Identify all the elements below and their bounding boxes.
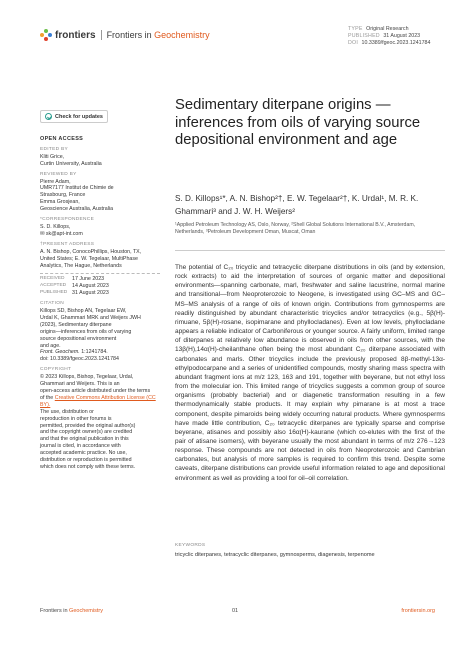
author-list: S. D. Killops¹*, A. N. Bishop²†, E. W. Tegelaar²†, K. Urdal¹, M. R. K. Ghammari³ and J. W. H. Weijers² bbox=[175, 194, 419, 216]
keywords-label: KEYWORDS bbox=[175, 543, 206, 548]
citation: Killops SD, Bishop AN, Tegelaar EW, Urdal K, Ghammari MRK and Weijers JWH (2023), Sedimentary diterpane origins—inferences from oils of varying source depositional environment and age. Front. Geochem. 1:1241784. doi: 10.3389/fgeoc.2023.1241784 bbox=[40, 308, 141, 363]
present-address-label: †PRESENT ADDRESS bbox=[40, 241, 95, 247]
brand-name: frontiers bbox=[55, 29, 96, 41]
edited-by-label: EDITED BY bbox=[40, 146, 69, 152]
copyright-label: COPYRIGHT bbox=[40, 367, 72, 373]
published-date: 31 August 2023 bbox=[383, 33, 421, 40]
email-link[interactable]: ✉ sk@apt-int.com bbox=[40, 230, 83, 237]
citation-label: CITATION bbox=[40, 301, 65, 307]
journal-title: Frontiers in Geochemistry bbox=[106, 30, 210, 40]
frontiers-logo[interactable] bbox=[40, 29, 210, 41]
reviewed-by-label: REVIEWED BY bbox=[40, 171, 77, 177]
title-divider bbox=[175, 250, 445, 251]
license-link[interactable]: Creative Commons Attribution License (CC BY). bbox=[40, 394, 156, 408]
correspondence: S. D. Killops, ✉ sk@apt-int.com bbox=[40, 224, 160, 238]
frontiers-logo-icon bbox=[40, 29, 52, 41]
check-icon bbox=[45, 113, 52, 120]
present-address: A. N. Bishop, ConocoPhillips, Houston, TX, United States; E. W. Tegelaar, MultiPhase Analytics, The Hague, Netherlands bbox=[40, 248, 142, 269]
check-for-updates-button[interactable]: Check for updates bbox=[40, 110, 108, 123]
divider bbox=[40, 273, 160, 274]
article-meta: TYPE Original Research PUBLISHED 31 August 2023 DOI 10.3389/fgeoc.2023.1241784 bbox=[348, 26, 431, 47]
article-title: Sedimentary diterpane origins —inferences from oils of varying source depositional environment and age bbox=[175, 97, 421, 148]
copyright: © 2023 Killops, Bishop, Tegelaar, Urdal, Ghammari and Weijers. This is an open-access article distributed under the terms of the Creative Commons Attribution License (CC BY). The use, distribution or reproduction in other forums is permitted, provided the original author(s) and the copyright owner(s) are credited and that the original publication in this journal is cited, in accordance with accepted academic practice. No use, distribution or reproduction is permitted which does not comply with these terms. bbox=[40, 374, 156, 470]
history-dates: RECEIVED 17 June 2023 ACCEPTED 14 August 2023 PUBLISHED 31 August 2023 bbox=[40, 276, 109, 297]
correspondence-label: *CORRESPONDENCE bbox=[40, 217, 95, 223]
edited-by: Kliti Grice, Curtin University, Australia bbox=[40, 153, 102, 167]
abstract: The potential of C₂₀ tricyclic and tetracyclic diterpane distributions in oils (and by extension, rock extracts) to aid the interpretation of sources of organic matter and depositional environments—spanning carbonate, marl, freshwater and saline lacustrine, normal marine and transitional—from Neoproterozoic to Neogene, is investigated using GC–MS and GC–MS–MS analysis of a range of oils of known origin. Contributions from gymnosperms are readily distinguished by abundant characteristic tricyclics and/or tetracyclics (e.g., 5β(H)-rimuane, 5β(H)-rosane, isopimarane and phyllocladanes). Even at low levels, phyllocladane appears a reliable indicator of Carboniferous or younger source. A fairly uniform, limited range of diterpanes at relatively low abundance is observed in oils from other sources, with the 13β(H),14α(H)-cheilanthane often being the most abundant C₂₀ diterpane associated with carbonates and marls. Other tricyclics include the previously proposed 8β-methyl-13α-ethylpodocarpane and a series of unidentified compounds, mostly sharing mass spectra with abundant fragment ions at m/z 123, 163 and 191, together with beyerane, but not ethyl loss from the molecular ion. This limited range of tricyclics suggests a common group of source organisms (probably bacterial) and or diagenetic transformation resulting in a few thermodynamically stable products. It may explain why pimarane is at most a trace component, despite pimaroids being widely occurring natural products. Where gymnosperms have made little contribution, C₂₀ tetracyclic diterpanes are typically sparse and comprise beyerane, atisanes and possibly also 16α(H)-kaurane (which co-elutes with the first of the pair of atisane isomers), with beyerane usually the most abundant in terms of m/z 276→123 response. These compounds are not detected in oils from Neoproterozoic and Cambrian carbonates, but analysis of more samples is required to confirm this trend. Despite some caveats, diterpane distributions can provide useful information related to age and depositional environment as well as providing a tool for oil–oil correlation. bbox=[175, 264, 445, 482]
keywords: tricyclic diterpanes, tetracyclic diterpanes, gymnosperms, diagenesis, terpenome bbox=[175, 552, 375, 558]
footer-journal[interactable]: Frontiers in Geochemistry bbox=[40, 608, 103, 614]
header-divider bbox=[101, 30, 102, 40]
page-number: 01 bbox=[232, 608, 239, 614]
open-access-label: OPEN ACCESS bbox=[40, 136, 84, 142]
site-link[interactable]: frontiersin.org bbox=[401, 608, 435, 614]
doi: 10.3389/fgeoc.2023.1241784 bbox=[361, 40, 431, 47]
reviewed-by: Pierre Adam, UMR7177 Institut de Chimie de Strasbourg, France Emma Grosjean, Geoscience Australia, Australia bbox=[40, 178, 114, 213]
sidebar bbox=[40, 136, 160, 471]
article-type: Original Research bbox=[366, 26, 409, 32]
affiliations: ¹Applied Petroleum Technology AS, Oslo, Norway, ²Shell Global Solutions International B.V., Amsterdam, Netherlands, ³Petroleum Development Oman, Muscat, Oman bbox=[175, 222, 416, 235]
